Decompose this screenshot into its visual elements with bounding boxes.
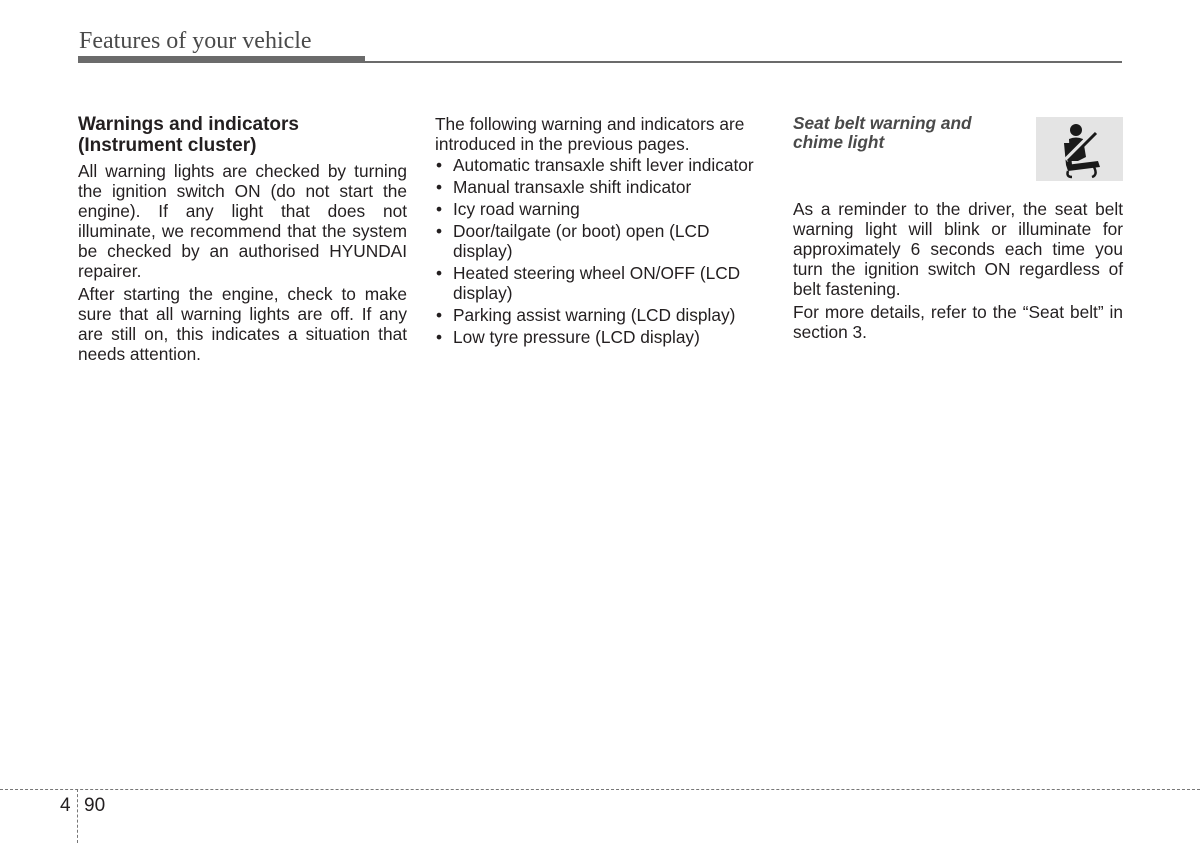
column-seat-belt-body [793,199,1123,345]
list-item: • Manual transaxle shift indicator [436,177,692,197]
warnings-heading-line2: (Instrument cluster) [78,135,257,156]
warnings-paragraph-1: All warning lights are checked by turning the ignition switch ON (do not start the engine). If any light that does not illuminate, we recommend that the system be checked by an authorised HYUNDAI repairer. [78,161,407,281]
seat-belt-icon-panel [1036,117,1123,181]
header-rule [365,61,1122,63]
indicator-list [435,155,765,347]
footer-dashed-divider [77,789,78,843]
bullet: • [436,177,443,197]
section-title: Features of your vehicle [79,28,312,54]
seat-belt-icon [1036,117,1123,181]
list-item: • Parking assist warning (LCD display) [436,305,736,325]
column-warnings-intro [78,114,407,367]
bullet: • [436,327,443,347]
seat-belt-subheading [793,114,1013,152]
seat-belt-paragraph-2: For more details, refer to the “Seat belt” in section 3. [793,302,1123,342]
list-item: • Icy road warning [436,199,580,219]
page-number: 90 [84,795,106,816]
seat-belt-subheading-line1: Seat belt warning and [793,113,972,133]
list-item: • Low tyre pressure (LCD display) [436,327,700,347]
warnings-paragraph-2: After starting the engine, check to make sure that all warning lights are off. If any are still on, this indicates a situation that needs attention. [78,284,407,364]
warnings-heading [78,114,407,156]
bullet: • [436,221,443,241]
column-indicator-list [435,114,765,349]
bullet: • [436,263,443,283]
list-item: • Heated steering wheel ON/OFF (LCD display) [436,263,741,303]
list-item: • Door/tailgate (or boot) open (LCD display) [436,221,710,261]
chapter-number: 4 [60,795,71,816]
footer-dashed-rule [0,789,1200,790]
seat-belt-subheading-line2: chime light [793,132,885,152]
header-bar-thick [78,56,365,63]
bullet: • [436,155,443,175]
seat-belt-paragraph-1: As a reminder to the driver, the seat belt warning light will blink or illuminate for approximately 6 seconds each time you turn the ignition switch ON regardless of belt fastening. [793,199,1123,299]
bullet: • [436,199,443,219]
bullet: • [436,305,443,325]
list-item: • Automatic transaxle shift lever indicator [436,155,754,175]
warnings-heading-line1: Warnings and indicators [78,114,299,135]
indicator-list-intro: The following warning and indicators are introduced in the previous pages. [435,114,745,154]
